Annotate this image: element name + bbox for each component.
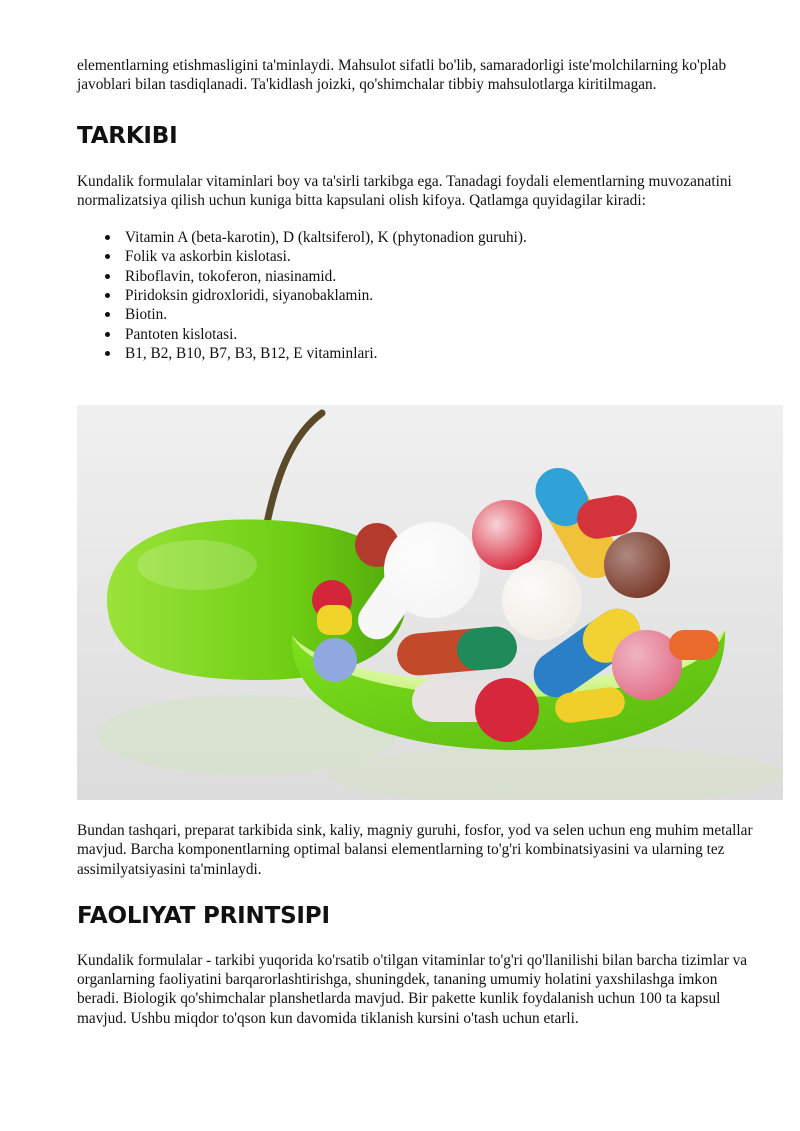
principle-paragraph: Kundalik formulalar - tarkibi yuqorida ko'rsatib o'tilgan vitaminlar to'g'ri qo'llanilishi bilan barcha tizimlar va organlarning faoliyatini barqarorlashtirishga, shuningdek, tananing umumiy holatini yaxshilashga imkon beradi. Biologik qo'shimchalar planshetlarda mavjud. Bir pakette kunlik foydalanish uchun 100 ta kapsul mavjud. Ushbu miqdor to'qson kun davomida tiklanish kursini o'tash uchun etarli.	[77, 951, 748, 1027]
document-page	[77, 56, 757, 363]
list-item: B1, B2, B10, B7, B3, B12, E vitaminlari.	[77, 344, 757, 363]
section-heading-tarkibi: TARKIBI	[77, 122, 178, 149]
list-item: Folik va askorbin kislotasi.	[77, 247, 757, 266]
intro-paragraph: elementlarning etishmasligini ta'minlaydi. Mahsulot sifatli bo'lib, samaradorligi iste'molchilarning ko'plab javoblari bilan tasdiqlanadi. Ta'kidlash joizki, qo'shimchalar tibbiy mahsulotlarga kiritilmagan.	[77, 57, 727, 94]
ingredient-list	[77, 228, 757, 363]
list-item: Riboflavin, tokoferon, niasinamid.	[77, 267, 757, 286]
minerals-paragraph: Bundan tashqari, preparat tarkibida sink, kaliy, magniy guruhi, fosfor, yod va selen uchun eng muhim metallar mavjud. Barcha komponentlarning optimal balansi elementlarning to'g'ri kombinatsiyasini va ularning tez assimilyatsiyasini ta'minlaydi.	[77, 822, 753, 878]
section-heading-faoliyat-printsipi: FAOLIYAT PRINTSIPI	[77, 902, 330, 929]
document-page-continued	[77, 821, 757, 1028]
list-item: Vitamin A (beta-karotin), D (kaltsiferol), K (phytonadion guruhi).	[77, 228, 757, 247]
list-item: Biotin.	[77, 305, 757, 324]
vitamins-apple-image	[77, 405, 783, 800]
composition-paragraph: Kundalik formulalar vitaminlari boy va ta'sirli tarkibga ega. Tanadagi foydali elementlarning muvozanatini normalizatsiya qilish uchun kuniga bitta kapsulani olish kifoya. Qatlamga quyidagilar kiradi:	[77, 172, 732, 209]
list-item: Pantoten kislotasi.	[77, 325, 757, 344]
list-item: Piridoksin gidroxloridi, siyanobaklamin.	[77, 286, 757, 305]
